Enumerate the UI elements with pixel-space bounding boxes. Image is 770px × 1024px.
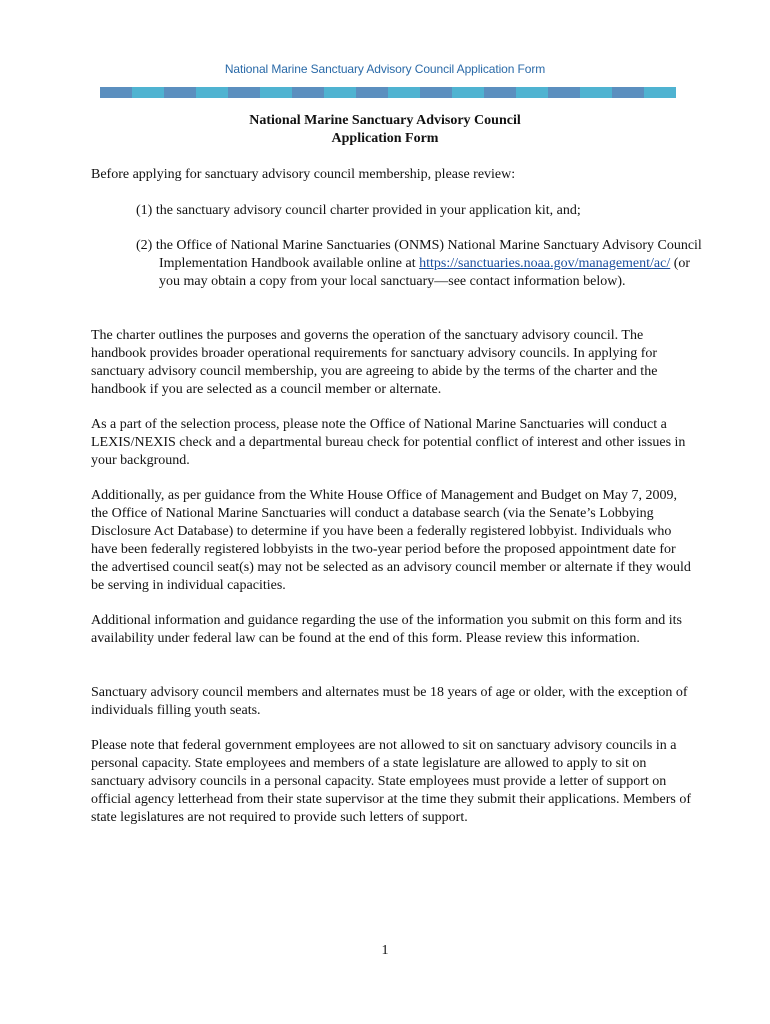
stripe-segment [164, 87, 196, 98]
charter-paragraph: The charter outlines the purposes and governs the operation of the sanctuary advisory council. The handbook provides broader operational requirements for sanctuary advisory councils. In applying for sanctuary advisory council membership, you are agreeing to abide by the terms of the charter and the handbook if you are selected as a council member or alternate. [91, 328, 658, 397]
review-item-2-tail: (or you may obtain a copy from your local sanctuary—see contact information below). [159, 256, 691, 289]
stripe-segment [132, 87, 164, 98]
running-header: National Marine Sanctuary Advisory Council Application Form [224, 62, 546, 76]
employees-paragraph: Please note that federal government employees are not allowed to sit on sanctuary advisory councils in a personal capacity. State employees and members of a state legislature are allowed to apply to sit on sanctuary advisory councils in a personal capacity. State employees must provide a letter of support on official agency letterhead from their state supervisor at the time they submit their applications. Members of state legislatures are not required to provide such letters of support. [91, 738, 691, 825]
title-line-1: National Marine Sanctuary Advisory Council [249, 113, 521, 128]
header-stripe [100, 87, 676, 98]
stripe-segment [260, 87, 292, 98]
additional-info-paragraph: Additional information and guidance regarding the use of the information you submit on this form and its availability under federal law can be found at the end of this form. Please review this information. [91, 613, 682, 646]
document-title [0, 112, 770, 148]
stripe-segment [548, 87, 580, 98]
stripe-segment [580, 87, 612, 98]
stripe-segment [196, 87, 228, 98]
stripe-segment [388, 87, 420, 98]
stripe-segment [324, 87, 356, 98]
age-paragraph: Sanctuary advisory council members and alternates must be 18 years of age or older, with the exception of individuals filling youth seats. [91, 685, 688, 718]
title-line-2: Application Form [331, 131, 439, 146]
intro-text: Before applying for sanctuary advisory council membership, please review: [91, 167, 516, 182]
page-number: 1 [381, 943, 389, 958]
stripe-segment [484, 87, 516, 98]
stripe-segment [612, 87, 644, 98]
stripe-segment [100, 87, 132, 98]
stripe-segment [292, 87, 324, 98]
stripe-segment [420, 87, 452, 98]
stripe-segment [228, 87, 260, 98]
stripe-segment [452, 87, 484, 98]
review-item-2-text: (2) the Office of National Marine Sanctuaries (ONMS) National Marine Sanctuary Advisory Council Implementation Handbook available online at [136, 238, 702, 271]
stripe-segment [644, 87, 676, 98]
selection-paragraph: As a part of the selection process, please note the Office of National Marine Sanctuaries will conduct a LEXIS/NEXIS check and a departmental bureau check for potential conflict of interest and other issues in your background. [91, 417, 686, 468]
stripe-segment [356, 87, 388, 98]
lobbyist-paragraph: Additionally, as per guidance from the White House Office of Management and Budget on May 7, 2009, the Office of National Marine Sanctuaries will conduct a database search (via the Senate’s Lobbying Disclosure Act Database) to determine if you have been a federally registered lobbyist. Individuals who have been federally registered lobbyists in the two-year period before the proposed appointment date for the advertised council seat(s) may not be selected as an advisory council member or alternate if they would be serving in individual capacities. [91, 488, 691, 593]
review-item-1: (1) the sanctuary advisory council charter provided in your application kit, and; [136, 203, 581, 218]
review-item-2 [136, 237, 709, 291]
stripe-segment [516, 87, 548, 98]
handbook-link[interactable]: https://sanctuaries.noaa.gov/management/ac/ [419, 256, 671, 271]
